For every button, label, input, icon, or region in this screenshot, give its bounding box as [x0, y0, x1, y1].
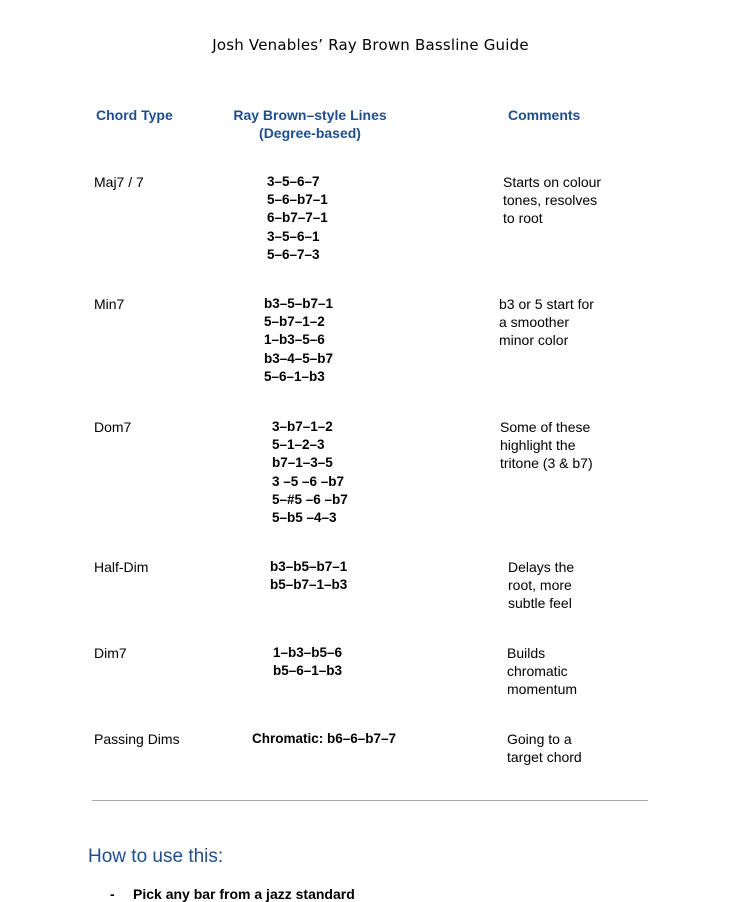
- bassline: b3–4–5–b7: [264, 350, 334, 366]
- bassline: 6–b7–7–1: [267, 210, 328, 226]
- bassline: b5–6–1–b3: [273, 663, 343, 679]
- comment-line: to root: [503, 210, 543, 227]
- comment-line: subtle feel: [508, 595, 572, 612]
- comment-line: b3 or 5 start for: [499, 296, 594, 312]
- section-heading-how-to-use: How to use this:: [88, 846, 224, 867]
- row-dim7-type: Dim7: [94, 645, 127, 661]
- bassline: 3–5–6–7: [267, 174, 320, 189]
- comment-line: a smoother: [499, 314, 570, 331]
- howto-list: [110, 886, 355, 902]
- column-header-comments: Comments: [508, 107, 581, 123]
- row-halfdim-type: Half-Dim: [94, 559, 149, 575]
- comment-line: tones, resolves: [503, 192, 598, 209]
- bassline: 3–b7–1–2: [272, 419, 333, 434]
- bassline: 5–b7–1–2: [264, 314, 325, 330]
- bassline: 5–#5 –6 –b7: [272, 491, 348, 507]
- row-maj7-lines: [267, 173, 328, 264]
- row-min7-type: Min7: [94, 296, 125, 312]
- bassline: 5–6–7–3: [267, 246, 320, 262]
- row-passingdims-type: Passing Dims: [94, 731, 180, 747]
- row-passingdims-comment: [507, 730, 582, 766]
- bassline: b3–b5–b7–1: [270, 559, 348, 574]
- bassline: 1–b3–5–6: [264, 332, 325, 348]
- bullet-dash: -: [110, 886, 115, 902]
- column-header-lines-title: Ray Brown–style Lines: [233, 107, 387, 123]
- row-min7-lines: [264, 295, 333, 386]
- row-min7-comment: [499, 295, 594, 350]
- row-dom7-lines: [272, 418, 348, 527]
- column-header-lines-subtitle: (Degree-based): [259, 125, 361, 141]
- column-header-lines: [226, 106, 394, 142]
- comment-line: Going to a: [507, 731, 572, 747]
- row-dom7-comment: [500, 418, 593, 473]
- comment-line: minor color: [499, 332, 569, 349]
- row-dim7-lines: [273, 644, 342, 680]
- bassline: Chromatic: b6–6–b7–7: [252, 731, 397, 746]
- bassline: b3–5–b7–1: [264, 296, 334, 311]
- bassline: 5–1–2–3: [272, 437, 325, 453]
- comment-line: Starts on colour: [503, 174, 602, 190]
- bassline: 1–b3–b5–6: [273, 645, 343, 660]
- comment-line: Some of these: [500, 419, 591, 435]
- horizontal-divider: [92, 800, 648, 801]
- row-halfdim-lines: [270, 558, 347, 594]
- bassline: 5–b5 –4–3: [272, 510, 337, 526]
- list-item: [110, 886, 355, 902]
- bassline: b7–1–3–5: [272, 455, 333, 471]
- bassline: 5–6–1–b3: [264, 368, 325, 384]
- bassline: 3 –5 –6 –b7: [272, 473, 345, 489]
- comment-line: Delays the: [508, 559, 575, 575]
- column-header-chord-type: Chord Type: [96, 107, 173, 123]
- page-title: Josh Venables’ Ray Brown Bassline Guide: [212, 36, 529, 54]
- comment-line: momentum: [507, 681, 578, 698]
- list-item-text: Pick any bar from a jazz standard: [133, 886, 355, 902]
- comment-line: target chord: [507, 749, 582, 766]
- row-halfdim-comment: [508, 558, 574, 613]
- bassline: 5–6–b7–1: [267, 192, 328, 208]
- row-maj7-comment: [503, 173, 601, 228]
- row-passingdims-lines: [252, 730, 396, 748]
- bassline: b5–b7–1–b3: [270, 577, 348, 593]
- row-maj7-type: Maj7 / 7: [94, 174, 144, 190]
- comment-line: Builds: [507, 645, 546, 661]
- row-dom7-type: Dom7: [94, 419, 132, 435]
- comment-line: highlight the: [500, 437, 576, 454]
- comment-line: chromatic: [507, 663, 568, 680]
- bassline: 3–5–6–1: [267, 228, 320, 244]
- comment-line: root, more: [508, 577, 572, 594]
- comment-line: tritone (3 & b7): [500, 455, 593, 472]
- row-dim7-comment: [507, 644, 577, 699]
